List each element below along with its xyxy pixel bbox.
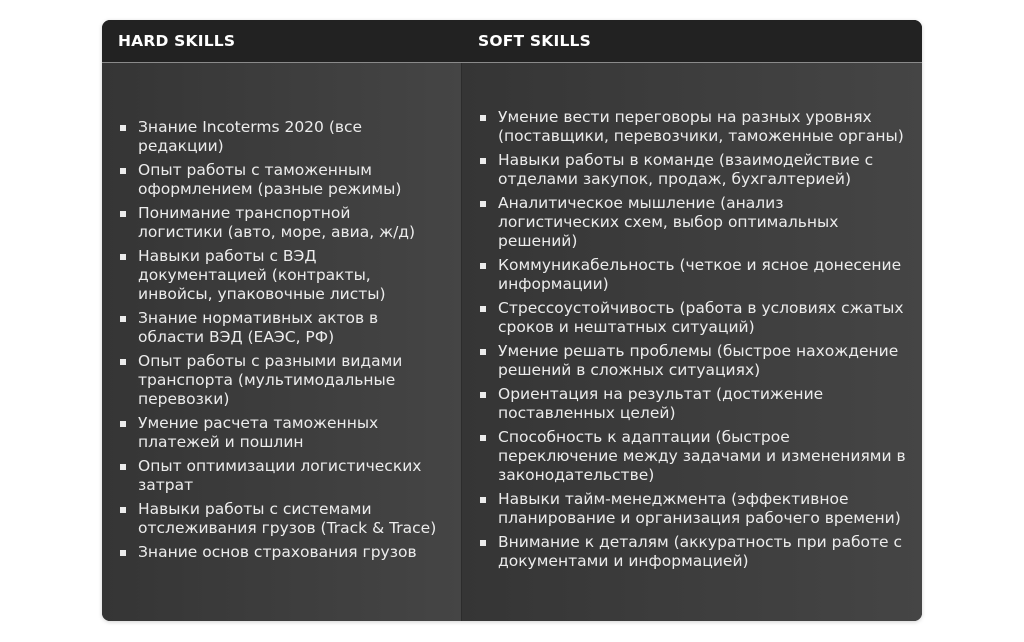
bullet-icon: [480, 263, 486, 269]
hard-skill-text: Знание нормативных актов в области ВЭД (ЕАЭС, РФ): [138, 308, 379, 346]
list-item: [462, 385, 922, 423]
soft-skill-text: Навыки тайм-менеджмента (эффективное планирование и организация рабочего времени): [498, 490, 901, 527]
list-item: [462, 428, 922, 485]
hard-skill-text: Опыт работы с разными видами транспорта (мультимодальные перевозки): [138, 351, 403, 408]
list-item: [462, 299, 922, 337]
bullet-icon: [120, 507, 126, 513]
bullet-icon: [480, 392, 486, 398]
bullet-icon: [480, 158, 486, 164]
hard-skill-text: Знание Incoterms 2020 (все редакции): [138, 117, 363, 155]
hard-skill-text: Понимание транспортной логистики (авто, море, авиа, ж/д): [138, 203, 416, 241]
soft-skill-text: Внимание к деталям (аккуратность при работе с документами и информацией): [498, 533, 903, 570]
list-item: [102, 352, 461, 409]
bullet-icon: [480, 306, 486, 312]
bullet-icon: [120, 125, 126, 131]
hard-skills-list: [102, 118, 461, 567]
soft-skills-list: [462, 108, 922, 576]
bullet-icon: [120, 168, 126, 174]
soft-skill-text: Навыки работы в команде (взаимодействие с отделами закупок, продаж, бухгалтерией): [498, 151, 874, 188]
soft-skill-text: Способность к адаптации (быстрое переключение между задачами и изменениями в законодательстве): [498, 428, 906, 484]
bullet-icon: [480, 497, 486, 503]
bullet-icon: [480, 435, 486, 441]
soft-skill-text: Аналитическое мышление (анализ логистических схем, выбор оптимальных решений): [498, 194, 839, 250]
bullet-icon: [480, 349, 486, 355]
table-body: [102, 63, 922, 621]
hard-skill-text: Опыт оптимизации логистических затрат: [138, 456, 422, 494]
bullet-icon: [120, 464, 126, 470]
list-item: [462, 342, 922, 380]
list-item: [462, 108, 922, 146]
soft-skill-text: Умение вести переговоры на разных уровнях (поставщики, перевозчики, таможенные органы): [498, 108, 904, 145]
list-item: [102, 543, 461, 562]
list-item: [102, 204, 461, 242]
bullet-icon: [120, 359, 126, 365]
list-item: [462, 151, 922, 189]
list-item: [462, 256, 922, 294]
list-item: [102, 309, 461, 347]
table-header: [102, 20, 922, 63]
list-item: [462, 194, 922, 251]
header-soft-skills: SOFT SKILLS: [478, 32, 591, 50]
bullet-icon: [120, 254, 126, 260]
list-item: [462, 490, 922, 528]
list-item: [102, 118, 461, 156]
soft-skill-text: Коммуникабельность (четкое и ясное донесение информации): [498, 256, 902, 293]
bullet-icon: [120, 316, 126, 322]
soft-skill-text: Ориентация на результат (достижение поставленных целей): [498, 385, 824, 422]
bullet-icon: [480, 115, 486, 121]
hard-skills-cell: [102, 63, 462, 621]
hard-skill-text: Умение расчета таможенных платежей и пошлин: [138, 413, 379, 451]
bullet-icon: [120, 550, 126, 556]
hard-skill-text: Опыт работы с таможенным оформлением (разные режимы): [138, 160, 402, 198]
hard-skill-text: Знание основ страхования грузов: [138, 542, 417, 561]
skills-table: [102, 20, 922, 621]
hard-skill-text: Навыки работы с системами отслеживания грузов (Track & Trace): [138, 499, 437, 537]
list-item: [102, 457, 461, 495]
soft-skill-text: Умение решать проблемы (быстрое нахождение решений в сложных ситуациях): [498, 342, 899, 379]
bullet-icon: [480, 540, 486, 546]
list-item: [102, 247, 461, 304]
bullet-icon: [120, 421, 126, 427]
list-item: [462, 533, 922, 571]
list-item: [102, 500, 461, 538]
bullet-icon: [120, 211, 126, 217]
list-item: [102, 161, 461, 199]
list-item: [102, 414, 461, 452]
soft-skills-cell: [462, 63, 922, 621]
hard-skill-text: Навыки работы с ВЭД документацией (контракты, инвойсы, упаковочные листы): [138, 246, 386, 303]
header-hard-skills: HARD SKILLS: [118, 32, 236, 50]
soft-skill-text: Стрессоустойчивость (работа в условиях сжатых сроков и нештатных ситуаций): [498, 299, 904, 336]
bullet-icon: [480, 201, 486, 207]
